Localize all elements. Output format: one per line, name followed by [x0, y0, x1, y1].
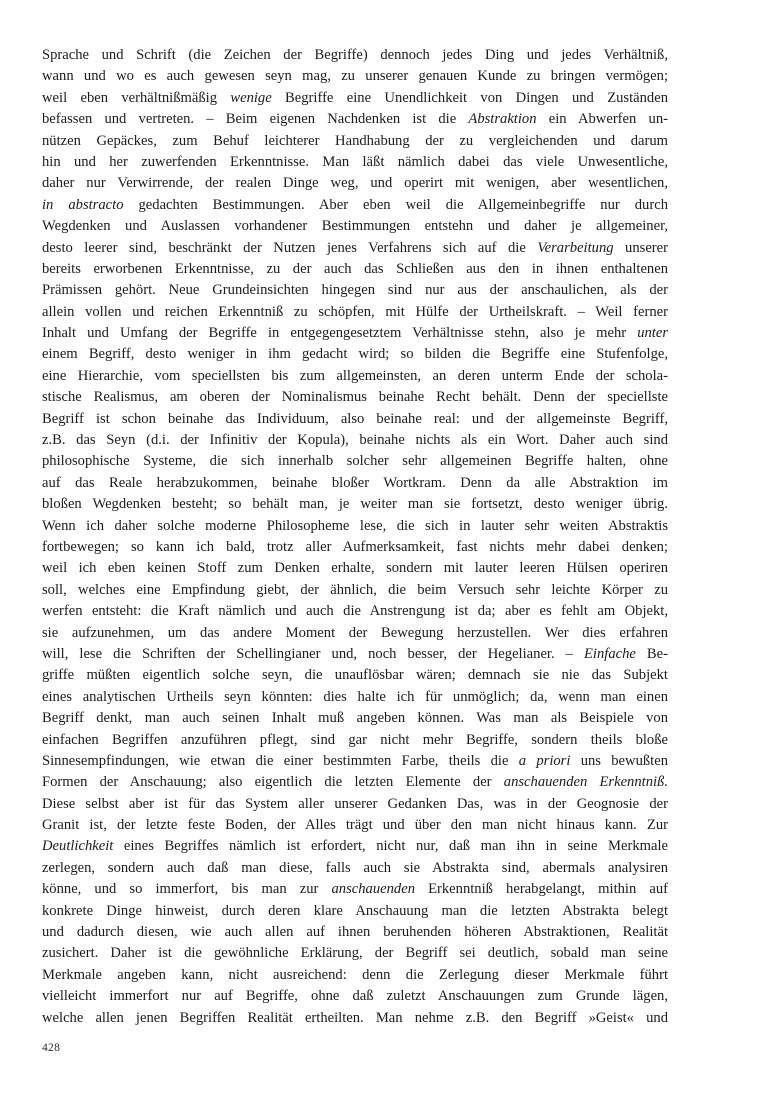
text-line	[42, 216, 668, 237]
text-run: hin und her zuwerfenden Erkenntnisse. Man läßt nämlich dabei das viele Unwesentliche,	[42, 153, 668, 170]
text-line	[42, 730, 668, 751]
text-line	[42, 195, 668, 216]
text-run: zerlegen, sondern auch daß man diese, falls auch sie Abstrakta sind, abermals analysiren	[42, 859, 668, 876]
text-line	[42, 66, 668, 87]
text-line	[42, 302, 668, 323]
text-run: Begriff ist schon beinahe das Individuum, also beinahe real: und der allgemeinste Begriff,	[42, 410, 668, 427]
italic-text-run: wenige	[230, 89, 272, 106]
text-run: Wenn ich daher solche moderne Philosopheme lese, die sich in lauter sehr weiten Abstraktis	[42, 517, 668, 534]
text-run: Merkmale angeben kann, nicht ausreichend: denn die Zerlegung dieser Merkmale führt	[42, 966, 668, 983]
text-line	[42, 473, 668, 494]
text-line	[42, 494, 668, 515]
text-run: Begriffe eine Unendlichkeit von Dingen und Zuständen	[271, 89, 668, 106]
text-line	[42, 815, 668, 836]
text-line	[42, 601, 668, 622]
italic-text-run: a priori	[518, 752, 571, 769]
text-line	[42, 922, 668, 943]
text-run: und dadurch diesen, wie auch allen auf ihnen beruhenden höheren Abstraktionen, Realität	[42, 924, 668, 941]
text-line	[42, 965, 668, 986]
text-run: könne, und so immerfort, bis man zur	[42, 881, 332, 898]
text-run: Begriff denkt, man auch seinen Inhalt muß angeben können. Was man als Beispiele von	[42, 710, 668, 727]
text-line	[42, 751, 668, 772]
italic-text-run: Verarbeitung	[537, 239, 614, 256]
italic-text-run: Abstraktion	[468, 111, 537, 128]
text-run: einfachen Begriffen anzuführen pflegt, sind gar nicht mehr Begriffe, sondern theils bloße	[42, 731, 668, 748]
text-line	[42, 1008, 668, 1029]
text-run: werfen entsteht: die Kraft nämlich und auch die Anstrengung ist da; aber es fehlt am Objekt,	[42, 603, 668, 620]
text-run: bloßen Wegdenken besteht; so behält man, je weiter man sie fortsetzt, desto weniger übrig.	[42, 496, 668, 513]
text-line	[42, 323, 668, 344]
text-line	[42, 516, 668, 537]
text-run: Diese selbst aber ist für das System aller unserer Gedanken Das, was in der Geognosie der	[42, 795, 668, 812]
text-line	[42, 537, 668, 558]
text-line	[42, 665, 668, 686]
text-line	[42, 623, 668, 644]
text-run: ein Abwerfen un-	[536, 111, 668, 128]
text-line	[42, 173, 668, 194]
page-number: 428	[42, 1042, 61, 1054]
italic-text-run: Deutlichkeit	[42, 838, 114, 855]
text-line	[42, 644, 668, 665]
text-run: will, lese die Schriften der Schellingianer und, noch besser, der Hegelianer. –	[42, 645, 584, 662]
text-line	[42, 836, 668, 857]
text-line	[42, 88, 668, 109]
text-run: unserer	[613, 239, 668, 256]
text-run: auf das Reale herabzukommen, beinahe bloßer Wortkram. Denn da alle Abstraktion im	[42, 474, 668, 491]
text-run: daher nur Verwirrende, der realen Dinge weg, und operirt mit wenigen, aber wesentlichen,	[42, 175, 668, 192]
text-run: nützen Gepäckes, zum Behuf leichterer Handhabung der zu vergleichenden und darum	[42, 132, 668, 149]
text-line	[42, 451, 668, 472]
text-run: Granit ist, der letzte feste Boden, der Alles trägt und über den man nicht hinaus kann. Zur	[42, 817, 668, 834]
text-run: gedachten Bestimmungen. Aber eben weil die Allgemeinbegriffe nur durch	[123, 196, 668, 213]
text-run: eine Hierarchie, vom speciellsten bis zum allgemeinsten, an deren unterm Ende der schola-	[42, 367, 668, 384]
text-line	[42, 901, 668, 922]
text-run: fortbewegen; so kann ich bald, trotz aller Aufmerksamkeit, fast nichts mehr dabei denken;	[42, 538, 668, 555]
text-run: uns bewußten	[570, 752, 668, 769]
text-run: einem Begriff, desto weniger in ihm gedacht wird; so bilden die Begriffe eine Stufenfolge,	[42, 346, 668, 363]
text-run: eines analytischen Urtheils seyn könnten: dies halte ich für unmöglich; da, wenn man einen	[42, 688, 668, 705]
text-line	[42, 879, 668, 900]
text-run: weil ich eben keinen Stoff zum Denken erhalte, sondern mit lauter leeren Hülsen operiren	[42, 560, 668, 577]
text-run: weil eben verhältnißmäßig	[42, 89, 231, 106]
text-line	[42, 943, 668, 964]
text-line	[42, 687, 668, 708]
text-run: vielleicht immerfort nur auf Begriffe, ohne daß zuletzt Anschauungen zum Grunde lägen,	[42, 988, 668, 1005]
text-run: Be-	[635, 645, 668, 662]
text-run: Wegdenken und Auslassen vorhandener Bestimmungen entstehn und daher je allgemeiner,	[42, 218, 668, 235]
text-line	[42, 858, 668, 879]
text-run: Prämissen gehört. Neue Grundeinsichten hingegen sind nur aus der anschaulichen, als der	[42, 282, 668, 299]
text-run: sie aufzunehmen, um das andere Moment der Bewegung herzustellen. Wer dies erfahren	[42, 624, 668, 641]
text-line	[42, 280, 668, 301]
text-run: zusichert. Daher ist die gewöhnliche Erklärung, der Begriff sei deutlich, sobald man seine	[42, 945, 668, 962]
text-run: z.B. das Seyn (d.i. der Infinitiv der Kopula), beinahe nichts als ein Wort. Daher auch sind	[42, 432, 668, 449]
text-line	[42, 238, 668, 259]
text-line	[42, 430, 668, 451]
text-run: desto leerer sind, beschränkt der Nutzen jenes Verfahrens sich auf die	[42, 239, 538, 256]
italic-text-run: anschauenden Erkenntniß.	[503, 774, 668, 791]
text-line	[42, 109, 668, 130]
text-run: Sinnesempfindungen, wie etwan die einer bestimmten Farbe, theils die	[42, 752, 519, 769]
text-run: bereits erworbenen Erkenntnisse, zu der auch das Schließen aus den in ihnen enthaltenen	[42, 260, 668, 277]
text-line	[42, 366, 668, 387]
text-line	[42, 409, 668, 430]
italic-text-run: anschauenden	[331, 881, 415, 898]
text-run: konkrete Dinge hinweist, durch deren klare Anschauung man die letzten Abstrakta belegt	[42, 902, 668, 919]
text-line	[42, 986, 668, 1007]
text-run: stische Realismus, am oberen der Nominalismus beinahe Recht behält. Denn der speciellste	[42, 389, 668, 406]
text-line	[42, 45, 668, 66]
text-run: welche allen jenen Begriffen Realität ertheilten. Man nehme z.B. den Begriff »Geist« und	[42, 1009, 668, 1026]
text-run: griffe müßten eigentlich solche seyn, die unauflösbar wären; demnach sie nie das Subjekt	[42, 667, 668, 684]
text-run: Formen der Anschauung; also eigentlich die letzten Elemente der	[42, 774, 504, 791]
text-run: philosophische Systeme, die sich innerhalb solcher sehr allgemeinen Begriffe halten, ohne	[42, 453, 668, 470]
text-line	[42, 344, 668, 365]
text-line	[42, 558, 668, 579]
text-line	[42, 152, 668, 173]
italic-text-run: unter	[637, 325, 668, 342]
text-line	[42, 387, 668, 408]
text-run: Sprache und Schrift (die Zeichen der Begriffe) dennoch jedes Ding und jedes Verhältniß,	[42, 47, 668, 63]
italic-text-run: in abstracto	[42, 196, 124, 213]
text-run: Erkenntniß herabgelangt, mithin auf	[415, 881, 668, 898]
text-run: allein vollen und reichen Erkenntniß zu schöpfen, mit Hülfe der Urtheilskraft. – Weil ferner	[42, 303, 668, 320]
text-line	[42, 580, 668, 601]
text-run: soll, welches eine Empfindung giebt, der ähnlich, die beim Versuch sehr leichte Körper zu	[42, 581, 668, 598]
text-run: befassen und vertreten. – Beim eigenen Nachdenken ist die	[42, 111, 469, 128]
text-block	[42, 45, 668, 1029]
text-line	[42, 259, 668, 280]
text-run: wann und wo es auch gewesen seyn mag, zu unserer genauen Kunde zu bringen vermögen;	[42, 68, 668, 85]
text-run: Inhalt und Umfang der Begriffe in entgegengesetztem Verhältnisse stehn, also je mehr	[42, 325, 638, 342]
text-run: eines Begriffes nämlich ist erfordert, nicht nur, daß man ihn in seine Merkmale	[113, 838, 668, 855]
text-line	[42, 794, 668, 815]
text-line	[42, 131, 668, 152]
text-line	[42, 772, 668, 793]
italic-text-run: Einfache	[584, 645, 636, 662]
text-line	[42, 708, 668, 729]
